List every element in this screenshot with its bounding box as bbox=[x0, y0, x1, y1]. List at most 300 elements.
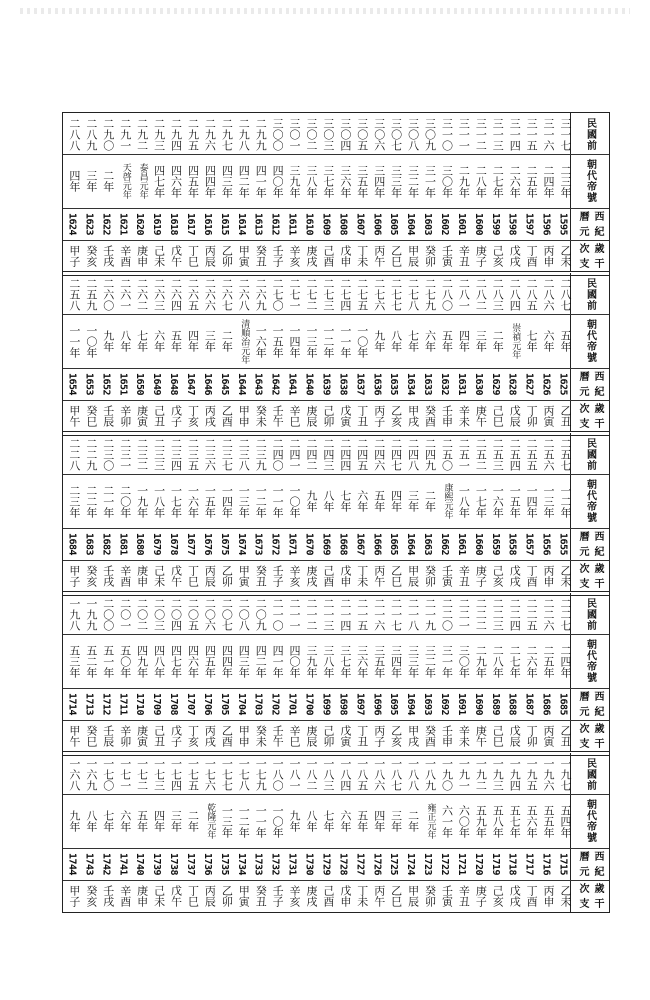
year-column bbox=[436, 113, 453, 272]
year-column bbox=[537, 593, 554, 752]
minguo-cell: 二一三 bbox=[321, 597, 335, 631]
year-column bbox=[334, 113, 351, 272]
ganzhi-cell: 庚戌 bbox=[304, 885, 318, 907]
western-year-cell: 1727 bbox=[354, 852, 366, 876]
era-cell: 六年 bbox=[423, 330, 437, 352]
era-cell: 六年 bbox=[355, 490, 369, 512]
minguo-cell: 三〇五 bbox=[355, 117, 369, 151]
year-column bbox=[131, 273, 148, 432]
minguo-cell: 二三七 bbox=[220, 437, 234, 471]
era-cell: 崇禎元年 bbox=[510, 323, 521, 359]
year-column bbox=[114, 433, 131, 592]
ganzhi-cell: 乙酉 bbox=[220, 405, 234, 427]
western-year-cell: 1611 bbox=[286, 212, 298, 236]
year-column bbox=[215, 433, 232, 592]
era-cell: 二七年 bbox=[491, 164, 505, 198]
era-cell: 四一年 bbox=[271, 644, 285, 678]
year-column bbox=[266, 433, 283, 592]
year-column bbox=[249, 273, 266, 432]
header-column bbox=[570, 433, 609, 592]
ganzhi-cell: 甲寅 bbox=[237, 565, 251, 587]
year-column bbox=[537, 433, 554, 592]
era-cell: 清順治元年 bbox=[239, 318, 250, 364]
year-column bbox=[283, 113, 300, 272]
year-column bbox=[537, 273, 554, 432]
minguo-cell: 一七七 bbox=[220, 757, 234, 791]
era-cell: 五年 bbox=[372, 490, 386, 512]
ganzhi-cell: 甲戌 bbox=[406, 725, 420, 747]
year-column bbox=[351, 753, 368, 912]
era-cell: 九年 bbox=[101, 330, 115, 352]
ganzhi-cell: 丁巳 bbox=[186, 565, 200, 587]
year-column bbox=[182, 113, 199, 272]
minguo-cell: 二八一 bbox=[457, 277, 471, 311]
era-cell: 一二年 bbox=[237, 804, 251, 838]
western-year-cell: 1683 bbox=[83, 532, 95, 556]
header-column bbox=[570, 593, 609, 752]
year-column bbox=[368, 433, 385, 592]
year-column bbox=[215, 273, 232, 432]
era-cell: 四〇年 bbox=[288, 644, 302, 678]
western-year-cell: 1736 bbox=[201, 852, 213, 876]
western-year-cell: 1634 bbox=[405, 372, 417, 396]
western-year-cell: 1609 bbox=[320, 212, 332, 236]
era-cell: 二四年 bbox=[542, 164, 556, 198]
year-column bbox=[436, 433, 453, 592]
header-cell bbox=[571, 529, 609, 559]
header-label: 朝代 bbox=[584, 319, 596, 341]
western-year-cell: 1706 bbox=[201, 692, 213, 716]
ganzhi-cell: 丁未 bbox=[355, 245, 369, 267]
ganzhi-cell: 己卯 bbox=[321, 725, 335, 747]
western-year-cell: 1719 bbox=[489, 852, 501, 876]
year-column bbox=[148, 273, 165, 432]
minguo-cell: 二六六 bbox=[203, 277, 217, 311]
western-year-cell: 1663 bbox=[422, 532, 434, 556]
era-cell: 四三年 bbox=[220, 164, 234, 198]
year-column bbox=[266, 753, 283, 912]
year-column bbox=[266, 273, 283, 432]
western-year-cell: 1685 bbox=[557, 692, 569, 716]
ganzhi-cell: 甲午 bbox=[67, 405, 81, 427]
era-cell: 四七年 bbox=[169, 644, 183, 678]
era-cell: 七年 bbox=[101, 810, 115, 832]
year-column bbox=[80, 753, 97, 912]
header-label: 紀元 bbox=[577, 706, 603, 717]
minguo-cell: 二三八 bbox=[237, 437, 251, 471]
header-cell bbox=[571, 561, 609, 591]
minguo-cell: 二〇三 bbox=[152, 597, 166, 631]
era-cell: 一四年 bbox=[525, 484, 539, 518]
western-year-cell: 1702 bbox=[269, 692, 281, 716]
ganzhi-cell: 丁未 bbox=[355, 885, 369, 907]
western-year-cell: 1726 bbox=[371, 852, 383, 876]
minguo-cell: 二一一 bbox=[288, 597, 302, 631]
header-label: 朝代 bbox=[584, 479, 596, 501]
ganzhi-cell: 壬午 bbox=[271, 405, 285, 427]
header-label: 朝代 bbox=[584, 159, 596, 181]
year-column bbox=[63, 753, 80, 912]
western-year-cell: 1695 bbox=[388, 692, 400, 716]
ganzhi-cell: 辛未 bbox=[457, 405, 471, 427]
ganzhi-cell: 癸巳 bbox=[84, 405, 98, 427]
minguo-cell: 一八三 bbox=[321, 757, 335, 791]
ganzhi-cell: 壬戌 bbox=[101, 885, 115, 907]
era-cell: 五年 bbox=[135, 810, 149, 832]
header-label: 民國前 bbox=[584, 597, 596, 631]
year-column bbox=[97, 113, 114, 272]
header-label: 紀元 bbox=[577, 546, 603, 557]
minguo-cell: 二八五 bbox=[525, 277, 539, 311]
ganzhi-cell: 甲申 bbox=[237, 405, 251, 427]
year-column bbox=[97, 433, 114, 592]
era-cell: 四四年 bbox=[220, 644, 234, 678]
ganzhi-cell: 丙午 bbox=[372, 565, 386, 587]
era-cell: 一六年 bbox=[491, 484, 505, 518]
ganzhi-cell: 乙未 bbox=[558, 885, 572, 907]
era-cell: 二一年 bbox=[101, 484, 115, 518]
era-cell: 一三年 bbox=[220, 804, 234, 838]
year-column bbox=[182, 593, 199, 752]
western-year-cell: 1715 bbox=[557, 852, 569, 876]
ganzhi-cell: 癸丑 bbox=[254, 245, 268, 267]
ganzhi-cell: 辛酉 bbox=[118, 885, 132, 907]
header-cell bbox=[571, 635, 609, 687]
era-cell: 五年 bbox=[558, 330, 572, 352]
minguo-cell: 二六五 bbox=[186, 277, 200, 311]
western-year-cell: 1623 bbox=[83, 212, 95, 236]
western-year-cell: 1729 bbox=[320, 852, 332, 876]
era-cell: 三四年 bbox=[372, 164, 386, 198]
year-column bbox=[436, 593, 453, 752]
minguo-cell: 二五〇 bbox=[440, 437, 454, 471]
era-cell: 五四年 bbox=[558, 804, 572, 838]
western-year-cell: 1655 bbox=[557, 532, 569, 556]
minguo-cell: 三〇九 bbox=[423, 117, 437, 151]
era-cell: 一二年 bbox=[254, 484, 268, 518]
year-column bbox=[520, 753, 537, 912]
era-cell: 八年 bbox=[84, 810, 98, 832]
ganzhi-cell: 戊子 bbox=[169, 405, 183, 427]
minguo-cell: 二二〇 bbox=[440, 597, 454, 631]
minguo-cell: 二三六 bbox=[203, 437, 217, 471]
western-year-cell: 1728 bbox=[337, 852, 349, 876]
era-cell: 二九年 bbox=[474, 644, 488, 678]
era-cell: 四年 bbox=[457, 330, 471, 352]
minguo-cell: 一九三 bbox=[491, 757, 505, 791]
era-cell: 一一年 bbox=[254, 804, 268, 838]
western-year-cell: 1624 bbox=[66, 212, 78, 236]
year-column bbox=[198, 593, 215, 752]
ganzhi-cell: 辛巳 bbox=[288, 405, 302, 427]
ganzhi-cell: 戊寅 bbox=[338, 405, 352, 427]
western-year-cell: 1600 bbox=[472, 212, 484, 236]
ganzhi-cell: 甲子 bbox=[67, 565, 81, 587]
western-year-cell: 1735 bbox=[218, 852, 230, 876]
header-cell bbox=[571, 755, 609, 793]
minguo-cell: 二二二 bbox=[474, 597, 488, 631]
ganzhi-cell: 辛酉 bbox=[118, 565, 132, 587]
era-cell: 四九年 bbox=[135, 644, 149, 678]
western-year-cell: 1698 bbox=[337, 692, 349, 716]
western-year-cell: 1599 bbox=[489, 212, 501, 236]
header-cell bbox=[571, 115, 609, 153]
western-year-cell: 1716 bbox=[540, 852, 552, 876]
era-cell: 三二年 bbox=[423, 644, 437, 678]
year-column bbox=[520, 273, 537, 432]
minguo-cell: 二一五 bbox=[355, 597, 369, 631]
year-column bbox=[198, 113, 215, 272]
year-column bbox=[232, 273, 249, 432]
header-cell bbox=[571, 435, 609, 473]
era-cell: 五七年 bbox=[508, 804, 522, 838]
minguo-cell: 一九四 bbox=[508, 757, 522, 791]
minguo-cell: 一八八 bbox=[406, 757, 420, 791]
ganzhi-cell: 己酉 bbox=[321, 245, 335, 267]
western-year-cell: 1659 bbox=[489, 532, 501, 556]
western-year-cell: 1679 bbox=[151, 532, 163, 556]
header-cell bbox=[571, 209, 609, 239]
western-year-cell: 1645 bbox=[218, 372, 230, 396]
western-year-cell: 1637 bbox=[354, 372, 366, 396]
ganzhi-cell: 乙卯 bbox=[220, 565, 234, 587]
western-year-cell: 1598 bbox=[506, 212, 518, 236]
era-cell: 二四年 bbox=[558, 644, 572, 678]
minguo-cell: 一八四 bbox=[338, 757, 352, 791]
western-year-cell: 1631 bbox=[455, 372, 467, 396]
header-label: 民國前 bbox=[584, 757, 596, 791]
minguo-cell: 二五二 bbox=[474, 437, 488, 471]
ganzhi-cell: 丁卯 bbox=[525, 405, 539, 427]
era-cell: 五三年 bbox=[67, 644, 81, 678]
western-year-cell: 1676 bbox=[201, 532, 213, 556]
ganzhi-cell: 辛亥 bbox=[288, 885, 302, 907]
minguo-cell: 二五六 bbox=[542, 437, 556, 471]
ganzhi-cell: 壬寅 bbox=[440, 885, 454, 907]
minguo-cell: 二七九 bbox=[423, 277, 437, 311]
western-year-cell: 1718 bbox=[506, 852, 518, 876]
western-year-cell: 1619 bbox=[151, 212, 163, 236]
ganzhi-cell: 壬申 bbox=[440, 725, 454, 747]
western-year-cell: 1689 bbox=[489, 692, 501, 716]
ganzhi-cell: 庚午 bbox=[474, 725, 488, 747]
western-year-cell: 1711 bbox=[117, 692, 129, 716]
header-cell bbox=[571, 881, 609, 911]
minguo-cell: 二八八 bbox=[67, 117, 81, 151]
minguo-cell: 一九六 bbox=[542, 757, 556, 791]
minguo-cell: 二二五 bbox=[525, 597, 539, 631]
era-cell: 二年 bbox=[423, 490, 437, 512]
era-cell: 四四年 bbox=[203, 164, 217, 198]
era-cell: 一二年 bbox=[321, 324, 335, 358]
ganzhi-cell: 癸亥 bbox=[84, 245, 98, 267]
year-column bbox=[436, 273, 453, 432]
western-year-cell: 1669 bbox=[320, 532, 332, 556]
era-cell: 一〇年 bbox=[271, 804, 285, 838]
western-year-cell: 1650 bbox=[134, 372, 146, 396]
ganzhi-cell: 丙申 bbox=[542, 245, 556, 267]
era-cell: 二八年 bbox=[491, 644, 505, 678]
header-cell bbox=[571, 241, 609, 271]
year-column bbox=[131, 113, 148, 272]
ganzhi-cell: 庚申 bbox=[135, 885, 149, 907]
western-year-cell: 1595 bbox=[557, 212, 569, 236]
ganzhi-cell: 甲辰 bbox=[406, 565, 420, 587]
era-cell: 二五年 bbox=[525, 164, 539, 198]
era-cell: 二三年 bbox=[558, 164, 572, 198]
ganzhi-cell: 癸未 bbox=[254, 725, 268, 747]
western-year-cell: 1708 bbox=[168, 692, 180, 716]
minguo-cell: 三〇七 bbox=[389, 117, 403, 151]
ganzhi-cell: 戊申 bbox=[338, 885, 352, 907]
year-column bbox=[198, 433, 215, 592]
year-column bbox=[334, 273, 351, 432]
era-cell: 四五年 bbox=[203, 644, 217, 678]
header-column bbox=[570, 753, 609, 912]
year-column bbox=[503, 593, 520, 752]
ganzhi-cell: 癸酉 bbox=[423, 405, 437, 427]
minguo-cell: 二三五 bbox=[186, 437, 200, 471]
western-year-cell: 1688 bbox=[506, 692, 518, 716]
western-year-cell: 1606 bbox=[371, 212, 383, 236]
minguo-cell: 三〇四 bbox=[338, 117, 352, 151]
year-column bbox=[80, 433, 97, 592]
ganzhi-cell: 戊辰 bbox=[508, 405, 522, 427]
western-year-cell: 1596 bbox=[540, 212, 552, 236]
year-column bbox=[300, 753, 317, 912]
western-year-cell: 1731 bbox=[286, 852, 298, 876]
ganzhi-cell: 乙亥 bbox=[389, 725, 403, 747]
ganzhi-cell: 辛酉 bbox=[118, 245, 132, 267]
era-cell: 一〇年 bbox=[84, 324, 98, 358]
minguo-cell: 一九一 bbox=[457, 757, 471, 791]
western-year-cell: 1635 bbox=[388, 372, 400, 396]
ganzhi-cell: 丁丑 bbox=[355, 405, 369, 427]
western-year-cell: 1693 bbox=[422, 692, 434, 716]
year-column bbox=[198, 273, 215, 432]
minguo-cell: 一八一 bbox=[288, 757, 302, 791]
western-year-cell: 1668 bbox=[337, 532, 349, 556]
ganzhi-cell: 丙子 bbox=[372, 405, 386, 427]
year-column bbox=[215, 593, 232, 752]
western-year-cell: 1615 bbox=[218, 212, 230, 236]
year-column bbox=[232, 753, 249, 912]
minguo-cell: 一九八 bbox=[67, 597, 81, 631]
ganzhi-cell: 乙巳 bbox=[389, 565, 403, 587]
era-cell: 二年 bbox=[101, 170, 115, 192]
minguo-cell: 二二八 bbox=[67, 437, 81, 471]
era-cell: 三七年 bbox=[321, 164, 335, 198]
minguo-cell: 二二九 bbox=[84, 437, 98, 471]
year-column bbox=[317, 113, 334, 272]
minguo-cell: 二七八 bbox=[406, 277, 420, 311]
minguo-cell: 一八二 bbox=[304, 757, 318, 791]
era-cell: 一〇年 bbox=[288, 484, 302, 518]
era-cell: 四二年 bbox=[237, 164, 251, 198]
year-column bbox=[486, 273, 503, 432]
ganzhi-cell: 癸卯 bbox=[423, 885, 437, 907]
western-year-cell: 1618 bbox=[168, 212, 180, 236]
minguo-cell: 二四〇 bbox=[271, 437, 285, 471]
year-column bbox=[351, 593, 368, 752]
era-cell: 三年 bbox=[406, 490, 420, 512]
ganzhi-cell: 丙辰 bbox=[203, 565, 217, 587]
minguo-cell: 三一三 bbox=[491, 117, 505, 151]
minguo-cell: 二五七 bbox=[558, 437, 572, 471]
western-year-cell: 1625 bbox=[557, 372, 569, 396]
year-column bbox=[452, 113, 469, 272]
minguo-cell: 二六四 bbox=[169, 277, 183, 311]
header-cell bbox=[571, 475, 609, 527]
western-year-cell: 1723 bbox=[422, 852, 434, 876]
ganzhi-cell: 甲寅 bbox=[237, 245, 251, 267]
minguo-cell: 一七五 bbox=[186, 757, 200, 791]
year-column bbox=[419, 433, 436, 592]
minguo-cell: 二二一 bbox=[457, 597, 471, 631]
era-cell: 五九年 bbox=[474, 804, 488, 838]
header-cell bbox=[571, 401, 609, 431]
header-label: 民國前 bbox=[584, 277, 596, 311]
western-year-cell: 1744 bbox=[66, 852, 78, 876]
header-label: 歲次 bbox=[577, 883, 603, 894]
year-column bbox=[419, 593, 436, 752]
ganzhi-cell: 丁酉 bbox=[525, 565, 539, 587]
era-cell: 二年 bbox=[186, 810, 200, 832]
ganzhi-cell: 己卯 bbox=[321, 405, 335, 427]
minguo-cell: 一七六 bbox=[203, 757, 217, 791]
ganzhi-cell: 戊午 bbox=[169, 245, 183, 267]
era-cell: 七年 bbox=[525, 330, 539, 352]
western-year-cell: 1722 bbox=[439, 852, 450, 876]
ganzhi-cell: 辛亥 bbox=[288, 565, 302, 587]
year-column bbox=[249, 433, 266, 592]
year-column bbox=[402, 113, 419, 272]
era-cell: 二九年 bbox=[457, 164, 471, 198]
minguo-cell: 二一九 bbox=[423, 597, 437, 631]
western-year-cell: 1616 bbox=[201, 212, 213, 236]
era-cell: 雍正元年 bbox=[425, 803, 436, 839]
era-cell: 三八年 bbox=[321, 644, 335, 678]
minguo-cell: 二五八 bbox=[67, 277, 81, 311]
western-year-cell: 1667 bbox=[354, 532, 366, 556]
ganzhi-cell: 癸巳 bbox=[84, 725, 98, 747]
minguo-cell: 二四四 bbox=[338, 437, 352, 471]
header-label: 朝代 bbox=[584, 799, 596, 821]
western-year-cell: 1608 bbox=[337, 212, 349, 236]
year-column bbox=[402, 753, 419, 912]
ganzhi-cell: 丁卯 bbox=[525, 725, 539, 747]
western-year-cell: 1732 bbox=[269, 852, 281, 876]
ganzhi-cell: 壬子 bbox=[271, 245, 285, 267]
year-column bbox=[334, 593, 351, 752]
western-year-cell: 1629 bbox=[489, 372, 501, 396]
era-cell: 一二年 bbox=[558, 484, 572, 518]
year-column bbox=[486, 593, 503, 752]
era-cell: 三年 bbox=[169, 810, 183, 832]
minguo-cell: 三〇〇 bbox=[271, 117, 285, 151]
minguo-cell: 二四八 bbox=[406, 437, 420, 471]
era-cell: 五六年 bbox=[525, 804, 539, 838]
year-column bbox=[97, 753, 114, 912]
ganzhi-cell: 壬午 bbox=[271, 725, 285, 747]
year-column bbox=[283, 753, 300, 912]
year-column bbox=[148, 753, 165, 912]
western-year-cell: 1649 bbox=[151, 372, 163, 396]
header-label: 干支 bbox=[577, 738, 603, 749]
ganzhi-cell: 己亥 bbox=[491, 885, 505, 907]
year-column bbox=[554, 753, 571, 912]
western-year-cell: 1671 bbox=[286, 532, 298, 556]
